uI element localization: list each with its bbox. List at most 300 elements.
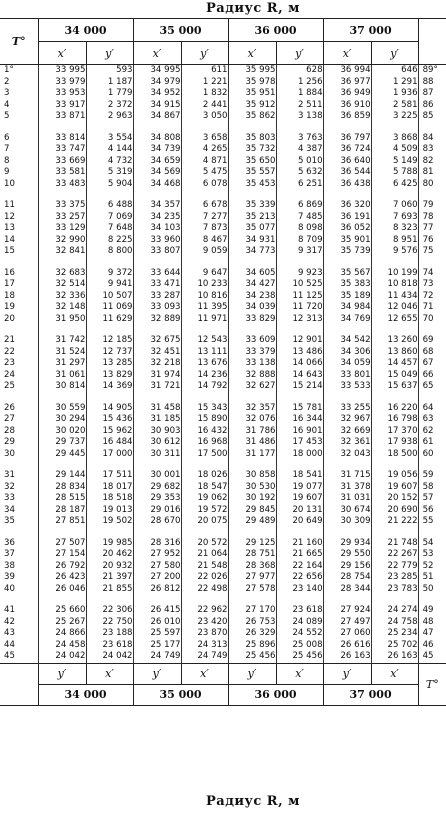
x-value-cell: 32 514 [38, 279, 86, 291]
x-value-cell: 31 786 [228, 426, 276, 438]
group-gap [0, 325, 446, 335]
x-value-cell: 24 866 [38, 628, 86, 640]
complement-angle-cell: 48 [418, 617, 446, 629]
y-value-cell: 17 370 [371, 426, 418, 438]
y-value-cell: 13 486 [276, 347, 323, 359]
y-value-cell: 17 938 [371, 437, 418, 449]
y-value-cell: 24 758 [371, 617, 418, 629]
x-value-cell: 30 674 [323, 505, 371, 517]
x-value-cell: 30 814 [38, 381, 86, 393]
table-row [0, 179, 446, 191]
table-row [0, 77, 446, 89]
x-value-cell: 34 769 [323, 314, 371, 326]
angle-cell: 45 [4, 651, 15, 661]
complement-angle-cell: 64 [418, 403, 446, 415]
x-value-cell: 30 192 [228, 493, 276, 505]
x-value-cell: 31 721 [133, 381, 181, 393]
x-value-cell: 31 524 [38, 347, 86, 359]
x-value-cell: 26 423 [38, 572, 86, 584]
x-value-cell: 27 580 [133, 561, 181, 573]
y-value-cell: 9 576 [371, 246, 418, 258]
x-value-cell: 29 445 [38, 449, 86, 461]
y-value-cell: 24 042 [86, 651, 133, 663]
angle-cell: 27 [4, 414, 15, 424]
y-value-cell: 15 962 [86, 426, 133, 438]
x-value-cell: 34 605 [228, 268, 276, 280]
y-value-cell: 4 732 [86, 156, 133, 168]
page-title-top: Радиус R, м [206, 1, 300, 16]
y-value-cell: 4 509 [371, 144, 418, 156]
x-value-cell: 33 581 [38, 167, 86, 179]
x-value-cell: 27 507 [38, 538, 86, 550]
x-value-cell: 26 792 [38, 561, 86, 573]
col-x-footer: x′ [276, 663, 323, 684]
y-value-cell: 1 779 [86, 88, 133, 100]
x-value-cell: 32 451 [133, 347, 181, 359]
y-value-cell: 19 077 [276, 482, 323, 494]
complement-angle-cell: 52 [418, 561, 446, 573]
x-value-cell: 27 977 [228, 572, 276, 584]
x-value-cell: 28 515 [38, 493, 86, 505]
angle-cell: 4 [4, 99, 10, 110]
x-value-cell: 34 659 [133, 156, 181, 168]
angle-cell: 24 [4, 369, 15, 380]
x-value-cell: 35 213 [228, 212, 276, 224]
table-row [0, 516, 446, 528]
angle-cell: 36 [4, 537, 15, 548]
x-value-cell: 30 001 [133, 470, 181, 482]
y-value-cell: 7 693 [371, 212, 418, 224]
table-row [0, 302, 446, 314]
y-value-cell: 23 285 [371, 572, 418, 584]
x-value-cell: 32 218 [133, 358, 181, 370]
table-row [0, 358, 446, 370]
x-value-cell: 36 859 [323, 111, 371, 123]
y-value-cell: 19 572 [181, 505, 228, 517]
y-value-cell: 2 511 [276, 100, 323, 112]
x-value-cell: 32 967 [323, 414, 371, 426]
angle-cell: 2 [4, 76, 10, 87]
table-row [0, 640, 446, 652]
col-y-footer: y′ [38, 663, 86, 684]
y-value-cell: 15 890 [181, 414, 228, 426]
y-value-cell: 23 783 [371, 584, 418, 596]
angle-cell: 44 [4, 639, 15, 650]
complement-angle-cell: 76 [418, 235, 446, 247]
angle-cell: 3 [4, 88, 10, 98]
angle-cell: 19 [4, 302, 15, 312]
x-value-cell: 31 486 [228, 437, 276, 449]
table-row [0, 628, 446, 640]
complement-angle-cell: 68 [418, 347, 446, 359]
complement-angle-cell: 85 [418, 111, 446, 123]
group-gap [0, 460, 446, 470]
y-value-cell: 4 387 [276, 144, 323, 156]
complement-angle-cell: 87 [418, 88, 446, 100]
y-value-cell: 8 951 [371, 235, 418, 247]
y-value-cell: 2 441 [181, 100, 228, 112]
x-value-cell: 33 829 [228, 314, 276, 326]
x-value-cell: 36 977 [323, 77, 371, 89]
y-value-cell: 9 317 [276, 246, 323, 258]
y-value-cell: 4 871 [181, 156, 228, 168]
x-value-cell: 28 754 [323, 572, 371, 584]
col-x-header: x′ [133, 42, 181, 65]
y-value-cell: 12 543 [181, 335, 228, 347]
coordinate-table [0, 18, 446, 706]
col-x-footer: x′ [371, 663, 418, 684]
y-value-cell: 15 343 [181, 403, 228, 415]
x-value-cell: 36 910 [323, 100, 371, 112]
y-value-cell: 12 046 [371, 302, 418, 314]
radius-footer-0: 34 000 [38, 684, 133, 705]
table-row [0, 200, 446, 212]
y-value-cell: 12 655 [371, 314, 418, 326]
y-value-cell: 14 369 [86, 381, 133, 393]
x-value-cell: 27 578 [228, 584, 276, 596]
table-row [0, 572, 446, 584]
angle-cell: 9 [4, 167, 10, 177]
x-value-cell: 34 952 [133, 88, 181, 100]
x-value-cell: 32 990 [38, 235, 86, 247]
table-row [0, 505, 446, 517]
complement-angle-cell: 84 [418, 133, 446, 145]
y-value-cell: 12 901 [276, 335, 323, 347]
x-value-cell: 25 660 [38, 605, 86, 617]
x-value-cell: 28 834 [38, 482, 86, 494]
y-value-cell: 18 500 [371, 449, 418, 461]
y-value-cell: 593 [86, 65, 133, 77]
complement-angle-cell: 70 [418, 314, 446, 326]
x-value-cell: 26 812 [133, 584, 181, 596]
x-value-cell: 32 361 [323, 437, 371, 449]
x-value-cell: 35 978 [228, 77, 276, 89]
complement-angle-cell: 89° [418, 65, 446, 77]
x-value-cell: 35 995 [228, 65, 276, 77]
x-value-cell: 27 497 [323, 617, 371, 629]
y-value-cell: 18 026 [181, 470, 228, 482]
y-value-cell: 19 062 [181, 493, 228, 505]
angle-cell: 32 [4, 481, 15, 492]
footer-left-blank [0, 663, 38, 705]
x-value-cell: 28 316 [133, 538, 181, 550]
x-value-cell: 33 917 [38, 100, 86, 112]
y-value-cell: 16 344 [276, 414, 323, 426]
y-value-cell: 21 064 [181, 549, 228, 561]
y-value-cell: 24 313 [181, 640, 228, 652]
radius-header-0: 34 000 [38, 19, 133, 42]
y-value-cell: 9 941 [86, 279, 133, 291]
header-right-blank [418, 19, 446, 65]
x-value-cell: 33 644 [133, 268, 181, 280]
complement-angle-cell: 47 [418, 628, 446, 640]
y-value-cell: 25 008 [276, 640, 323, 652]
y-value-cell: 19 607 [276, 493, 323, 505]
x-value-cell: 35 189 [323, 291, 371, 303]
y-value-cell: 1 221 [181, 77, 228, 89]
x-value-cell: 34 808 [133, 133, 181, 145]
y-value-cell: 21 548 [181, 561, 228, 573]
y-value-cell: 7 485 [276, 212, 323, 224]
x-value-cell: 26 010 [133, 617, 181, 629]
y-value-cell: 15 436 [86, 414, 133, 426]
x-value-cell: 34 984 [323, 302, 371, 314]
col-x-footer: x′ [86, 663, 133, 684]
x-value-cell: 33 471 [133, 279, 181, 291]
complement-angle-cell: 54 [418, 538, 446, 550]
x-value-cell: 35 557 [228, 167, 276, 179]
x-value-cell: 30 612 [133, 437, 181, 449]
col-y-footer: y′ [228, 663, 276, 684]
table-row [0, 235, 446, 247]
y-value-cell: 19 985 [86, 538, 133, 550]
y-value-cell: 5 788 [371, 167, 418, 179]
table-row [0, 561, 446, 573]
y-value-cell: 21 748 [371, 538, 418, 550]
x-value-cell: 34 867 [133, 111, 181, 123]
y-value-cell: 23 618 [86, 640, 133, 652]
x-value-cell: 31 742 [38, 335, 86, 347]
x-value-cell: 33 979 [38, 77, 86, 89]
y-value-cell: 13 860 [371, 347, 418, 359]
y-value-cell: 22 779 [371, 561, 418, 573]
y-value-cell: 19 502 [86, 516, 133, 528]
angle-cell: 12 [4, 211, 15, 222]
angle-cell: 35 [4, 516, 15, 526]
angle-cell: 22 [4, 346, 15, 357]
y-value-cell: 22 267 [371, 549, 418, 561]
complement-angle-cell: 81 [418, 167, 446, 179]
x-value-cell: 28 187 [38, 505, 86, 517]
x-value-cell: 35 453 [228, 179, 276, 191]
x-value-cell: 34 569 [133, 167, 181, 179]
table-row [0, 549, 446, 561]
table-row [0, 279, 446, 291]
complement-angle-cell: 69 [418, 335, 446, 347]
y-value-cell: 24 552 [276, 628, 323, 640]
group-gap [0, 123, 446, 133]
y-value-cell: 10 507 [86, 291, 133, 303]
x-value-cell: 25 456 [228, 651, 276, 663]
x-value-cell: 33 379 [228, 347, 276, 359]
table-row [0, 538, 446, 550]
table-row [0, 314, 446, 326]
y-value-cell: 9 059 [181, 246, 228, 258]
radius-header-1: 35 000 [133, 19, 228, 42]
y-value-cell: 12 313 [276, 314, 323, 326]
x-value-cell: 28 368 [228, 561, 276, 573]
angle-cell: 23 [4, 358, 15, 368]
y-value-cell: 5 010 [276, 156, 323, 168]
x-value-cell: 33 255 [323, 403, 371, 415]
y-value-cell: 9 923 [276, 268, 323, 280]
angle-cell: 40 [4, 583, 15, 594]
y-value-cell: 26 163 [371, 651, 418, 663]
y-value-cell: 3 050 [181, 111, 228, 123]
complement-angle-cell: 72 [418, 291, 446, 303]
y-value-cell: 25 234 [371, 628, 418, 640]
t-footer-right: T° [418, 663, 446, 705]
x-value-cell: 34 235 [133, 212, 181, 224]
group-gap [0, 258, 446, 268]
x-value-cell: 33 953 [38, 88, 86, 100]
angle-cell: 14 [4, 234, 15, 245]
angle-cell: 41 [4, 605, 15, 615]
y-value-cell: 15 049 [371, 370, 418, 382]
x-value-cell: 25 597 [133, 628, 181, 640]
table-row [0, 156, 446, 168]
x-value-cell: 31 177 [228, 449, 276, 461]
y-value-cell: 22 962 [181, 605, 228, 617]
x-value-cell: 26 415 [133, 605, 181, 617]
y-value-cell: 1 256 [276, 77, 323, 89]
y-value-cell: 13 285 [86, 358, 133, 370]
y-value-cell: 20 131 [276, 505, 323, 517]
x-value-cell: 36 191 [323, 212, 371, 224]
x-value-cell: 35 803 [228, 133, 276, 145]
x-value-cell: 31 378 [323, 482, 371, 494]
y-value-cell: 19 013 [86, 505, 133, 517]
y-value-cell: 25 456 [276, 651, 323, 663]
complement-angle-cell: 61 [418, 437, 446, 449]
x-value-cell: 29 125 [228, 538, 276, 550]
y-value-cell: 15 781 [276, 403, 323, 415]
y-value-cell: 20 690 [371, 505, 418, 517]
x-value-cell: 35 077 [228, 223, 276, 235]
x-value-cell: 26 753 [228, 617, 276, 629]
x-value-cell: 34 039 [228, 302, 276, 314]
col-x-footer: x′ [181, 663, 228, 684]
y-value-cell: 3 868 [371, 133, 418, 145]
y-value-cell: 18 541 [276, 470, 323, 482]
y-value-cell: 22 026 [181, 572, 228, 584]
x-value-cell: 36 438 [323, 179, 371, 191]
y-value-cell: 10 816 [181, 291, 228, 303]
complement-angle-cell: 79 [418, 200, 446, 212]
y-value-cell: 15 637 [371, 381, 418, 393]
angle-cell: 16 [4, 267, 15, 278]
x-value-cell: 30 294 [38, 414, 86, 426]
x-value-cell: 30 559 [38, 403, 86, 415]
x-value-cell: 34 995 [133, 65, 181, 77]
y-value-cell: 12 737 [86, 347, 133, 359]
angle-cell: 21 [4, 335, 15, 345]
x-value-cell: 25 177 [133, 640, 181, 652]
x-value-cell: 26 329 [228, 628, 276, 640]
col-y-footer: y′ [323, 663, 371, 684]
x-value-cell: 24 042 [38, 651, 86, 663]
y-value-cell: 16 432 [181, 426, 228, 438]
y-value-cell: 9 372 [86, 268, 133, 280]
x-value-cell: 31 031 [323, 493, 371, 505]
x-value-cell: 32 336 [38, 291, 86, 303]
x-value-cell: 35 951 [228, 88, 276, 100]
table-row [0, 584, 446, 596]
y-value-cell: 20 075 [181, 516, 228, 528]
x-value-cell: 34 103 [133, 223, 181, 235]
y-value-cell: 6 678 [181, 200, 228, 212]
complement-angle-cell: 57 [418, 493, 446, 505]
x-value-cell: 36 949 [323, 88, 371, 100]
y-value-cell: 9 647 [181, 268, 228, 280]
y-value-cell: 24 749 [181, 651, 228, 663]
x-value-cell: 27 851 [38, 516, 86, 528]
y-value-cell: 1 291 [371, 77, 418, 89]
table-row [0, 133, 446, 145]
angle-cell: 30 [4, 448, 15, 459]
angle-cell: 1° [4, 65, 14, 75]
y-value-cell: 10 525 [276, 279, 323, 291]
angle-cell: 26 [4, 402, 15, 413]
x-value-cell: 27 924 [323, 605, 371, 617]
x-value-cell: 33 747 [38, 144, 86, 156]
table-row [0, 381, 446, 393]
y-value-cell: 20 932 [86, 561, 133, 573]
y-value-cell: 1 884 [276, 88, 323, 100]
radius-footer-3: 37 000 [323, 684, 418, 705]
complement-angle-cell: 86 [418, 100, 446, 112]
x-value-cell: 31 297 [38, 358, 86, 370]
y-value-cell: 11 395 [181, 302, 228, 314]
y-value-cell: 628 [276, 65, 323, 77]
x-value-cell: 27 154 [38, 549, 86, 561]
x-value-cell: 25 896 [228, 640, 276, 652]
x-value-cell: 35 567 [323, 268, 371, 280]
x-value-cell: 29 737 [38, 437, 86, 449]
complement-angle-cell: 67 [418, 358, 446, 370]
y-value-cell: 16 968 [181, 437, 228, 449]
x-value-cell: 32 148 [38, 302, 86, 314]
angle-cell: 18 [4, 290, 15, 301]
x-value-cell: 32 669 [323, 426, 371, 438]
y-value-cell: 16 901 [276, 426, 323, 438]
col-y-header: y′ [371, 42, 418, 65]
y-value-cell: 8 800 [86, 246, 133, 258]
angle-cell: 17 [4, 279, 15, 289]
complement-angle-cell: 51 [418, 572, 446, 584]
x-value-cell: 24 458 [38, 640, 86, 652]
x-value-cell: 29 156 [323, 561, 371, 573]
table-row [0, 414, 446, 426]
x-value-cell: 35 339 [228, 200, 276, 212]
y-value-cell: 10 818 [371, 279, 418, 291]
x-value-cell: 35 862 [228, 111, 276, 123]
y-value-cell: 25 702 [371, 640, 418, 652]
x-value-cell: 33 375 [38, 200, 86, 212]
y-value-cell: 7 648 [86, 223, 133, 235]
table-row [0, 167, 446, 179]
x-value-cell: 33 129 [38, 223, 86, 235]
y-value-cell: 14 236 [181, 370, 228, 382]
group-gap [0, 393, 446, 403]
x-value-cell: 27 170 [228, 605, 276, 617]
x-value-cell: 33 801 [323, 370, 371, 382]
y-value-cell: 5 632 [276, 167, 323, 179]
y-value-cell: 13 676 [181, 358, 228, 370]
x-value-cell: 36 797 [323, 133, 371, 145]
x-value-cell: 28 344 [323, 584, 371, 596]
x-value-cell: 35 383 [323, 279, 371, 291]
angle-cell: 34 [4, 504, 15, 515]
y-value-cell: 22 750 [86, 617, 133, 629]
x-value-cell: 27 060 [323, 628, 371, 640]
col-x-header: x′ [228, 42, 276, 65]
y-value-cell: 19 056 [371, 470, 418, 482]
angle-cell: 8 [4, 155, 10, 166]
x-value-cell: 30 309 [323, 516, 371, 528]
complement-angle-cell: 71 [418, 302, 446, 314]
angle-cell: 13 [4, 223, 15, 233]
